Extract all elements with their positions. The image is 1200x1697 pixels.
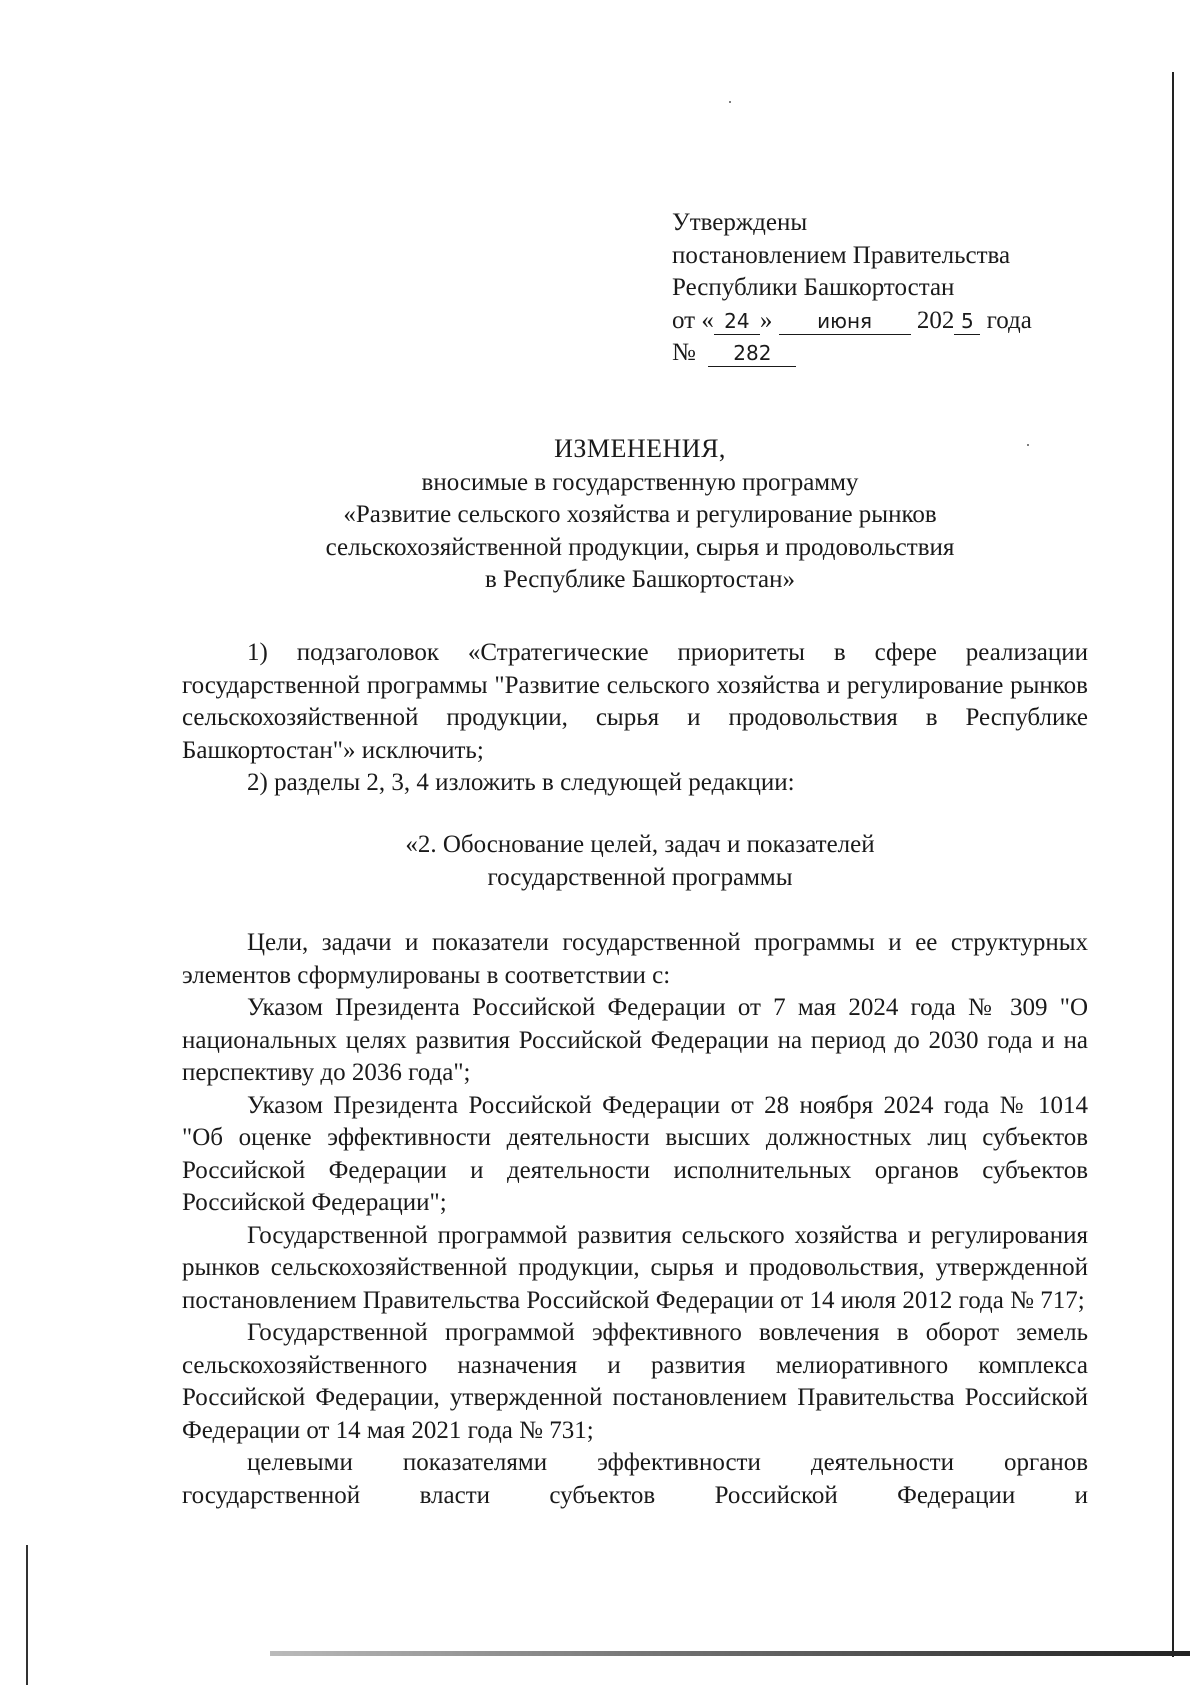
section-heading-line: государственной программы (487, 863, 793, 891)
heading-line: сельскохозяйственной продукции, сырья и продовольствия (325, 533, 955, 561)
approval-line: постановлением Правительства (672, 241, 1011, 269)
scan-edge-right (1172, 72, 1174, 1657)
section-body (182, 927, 1088, 1512)
heading-line: в Республике Башкортостан» (484, 566, 796, 593)
amendment-items (182, 637, 1088, 800)
date-month: июня (779, 308, 911, 335)
date-suffix: года (986, 306, 1032, 334)
document-title: ИЗМЕНЕНИЯ, (554, 434, 726, 463)
number-label: № (672, 339, 696, 366)
document-heading (200, 433, 1080, 597)
section-heading (200, 829, 1080, 894)
approval-line: Утверждены (672, 209, 808, 236)
paragraph: Указом Президента Российской Федерации от 7 мая 2024 года № 309 "О национальных целях развития Российской Федерации на период до 2030 года и на перспективу до 2036 года"; (182, 994, 1088, 1086)
paragraph: Государственной программой развития сельского хозяйства и регулирования рынков сельскохозяйственной продукции, сырья и продовольствия, утвержденной постановлением Правительства Российской Федерации от 14 июля 2012 года № 717; (182, 1221, 1088, 1314)
date-year-digit: 5 (954, 308, 980, 335)
scan-edge-bottom (270, 1651, 1190, 1656)
date-day: 24 (714, 308, 760, 335)
approval-number (672, 337, 1032, 370)
scan-speck (729, 101, 731, 103)
number-value: 282 (708, 340, 796, 367)
paragraph: Цели, задачи и показатели государственной программы и ее структурных элементов сформулированы в соответствии с: (182, 929, 1088, 989)
heading-line: вносимые в государственную программу (421, 468, 859, 496)
approval-block (672, 207, 1032, 370)
approval-line: Республики Башкортостан (672, 274, 955, 301)
scan-edge-left (26, 1545, 28, 1685)
amendment-item-1: 1) подзаголовок «Стратегические приоритеты в сфере реализации государственной программы "Развитие сельского хозяйства и регулирование рынков сельскохозяйственной продукции, сырья и продовольствия в Республике Башкортостан"» исключить; (182, 639, 1088, 764)
section-heading-line: «2. Обоснование целей, задач и показателей (405, 831, 875, 858)
heading-line: «Развитие сельского хозяйства и регулирование рынков (343, 501, 937, 528)
date-prefix: от « (672, 306, 714, 334)
date-mid: » (759, 306, 773, 334)
paragraph: целевыми показателями эффективности деятельности органов государственной власти субъектов Российской Федерации и (182, 1449, 1088, 1509)
paragraph: Государственной программой эффективного вовлечения в оборот земель сельскохозяйственного назначения и развития мелиоративного комплекса Российской Федерации, утвержденной постановлением Правительства Российской Федерации от 14 мая 2021 года № 731; (182, 1319, 1088, 1444)
approval-date (672, 305, 1032, 338)
date-year-prefix: 202 (916, 306, 955, 334)
amendment-item-2: 2) разделы 2, 3, 4 изложить в следующей редакции: (247, 769, 795, 796)
paragraph: Указом Президента Российской Федерации от 28 ноября 2024 года № 1014 "Об оценке эффективности деятельности высших должностных лиц субъектов Российской Федерации и деятельности исполнительных органов субъектов Российской Федерации"; (182, 1091, 1088, 1216)
